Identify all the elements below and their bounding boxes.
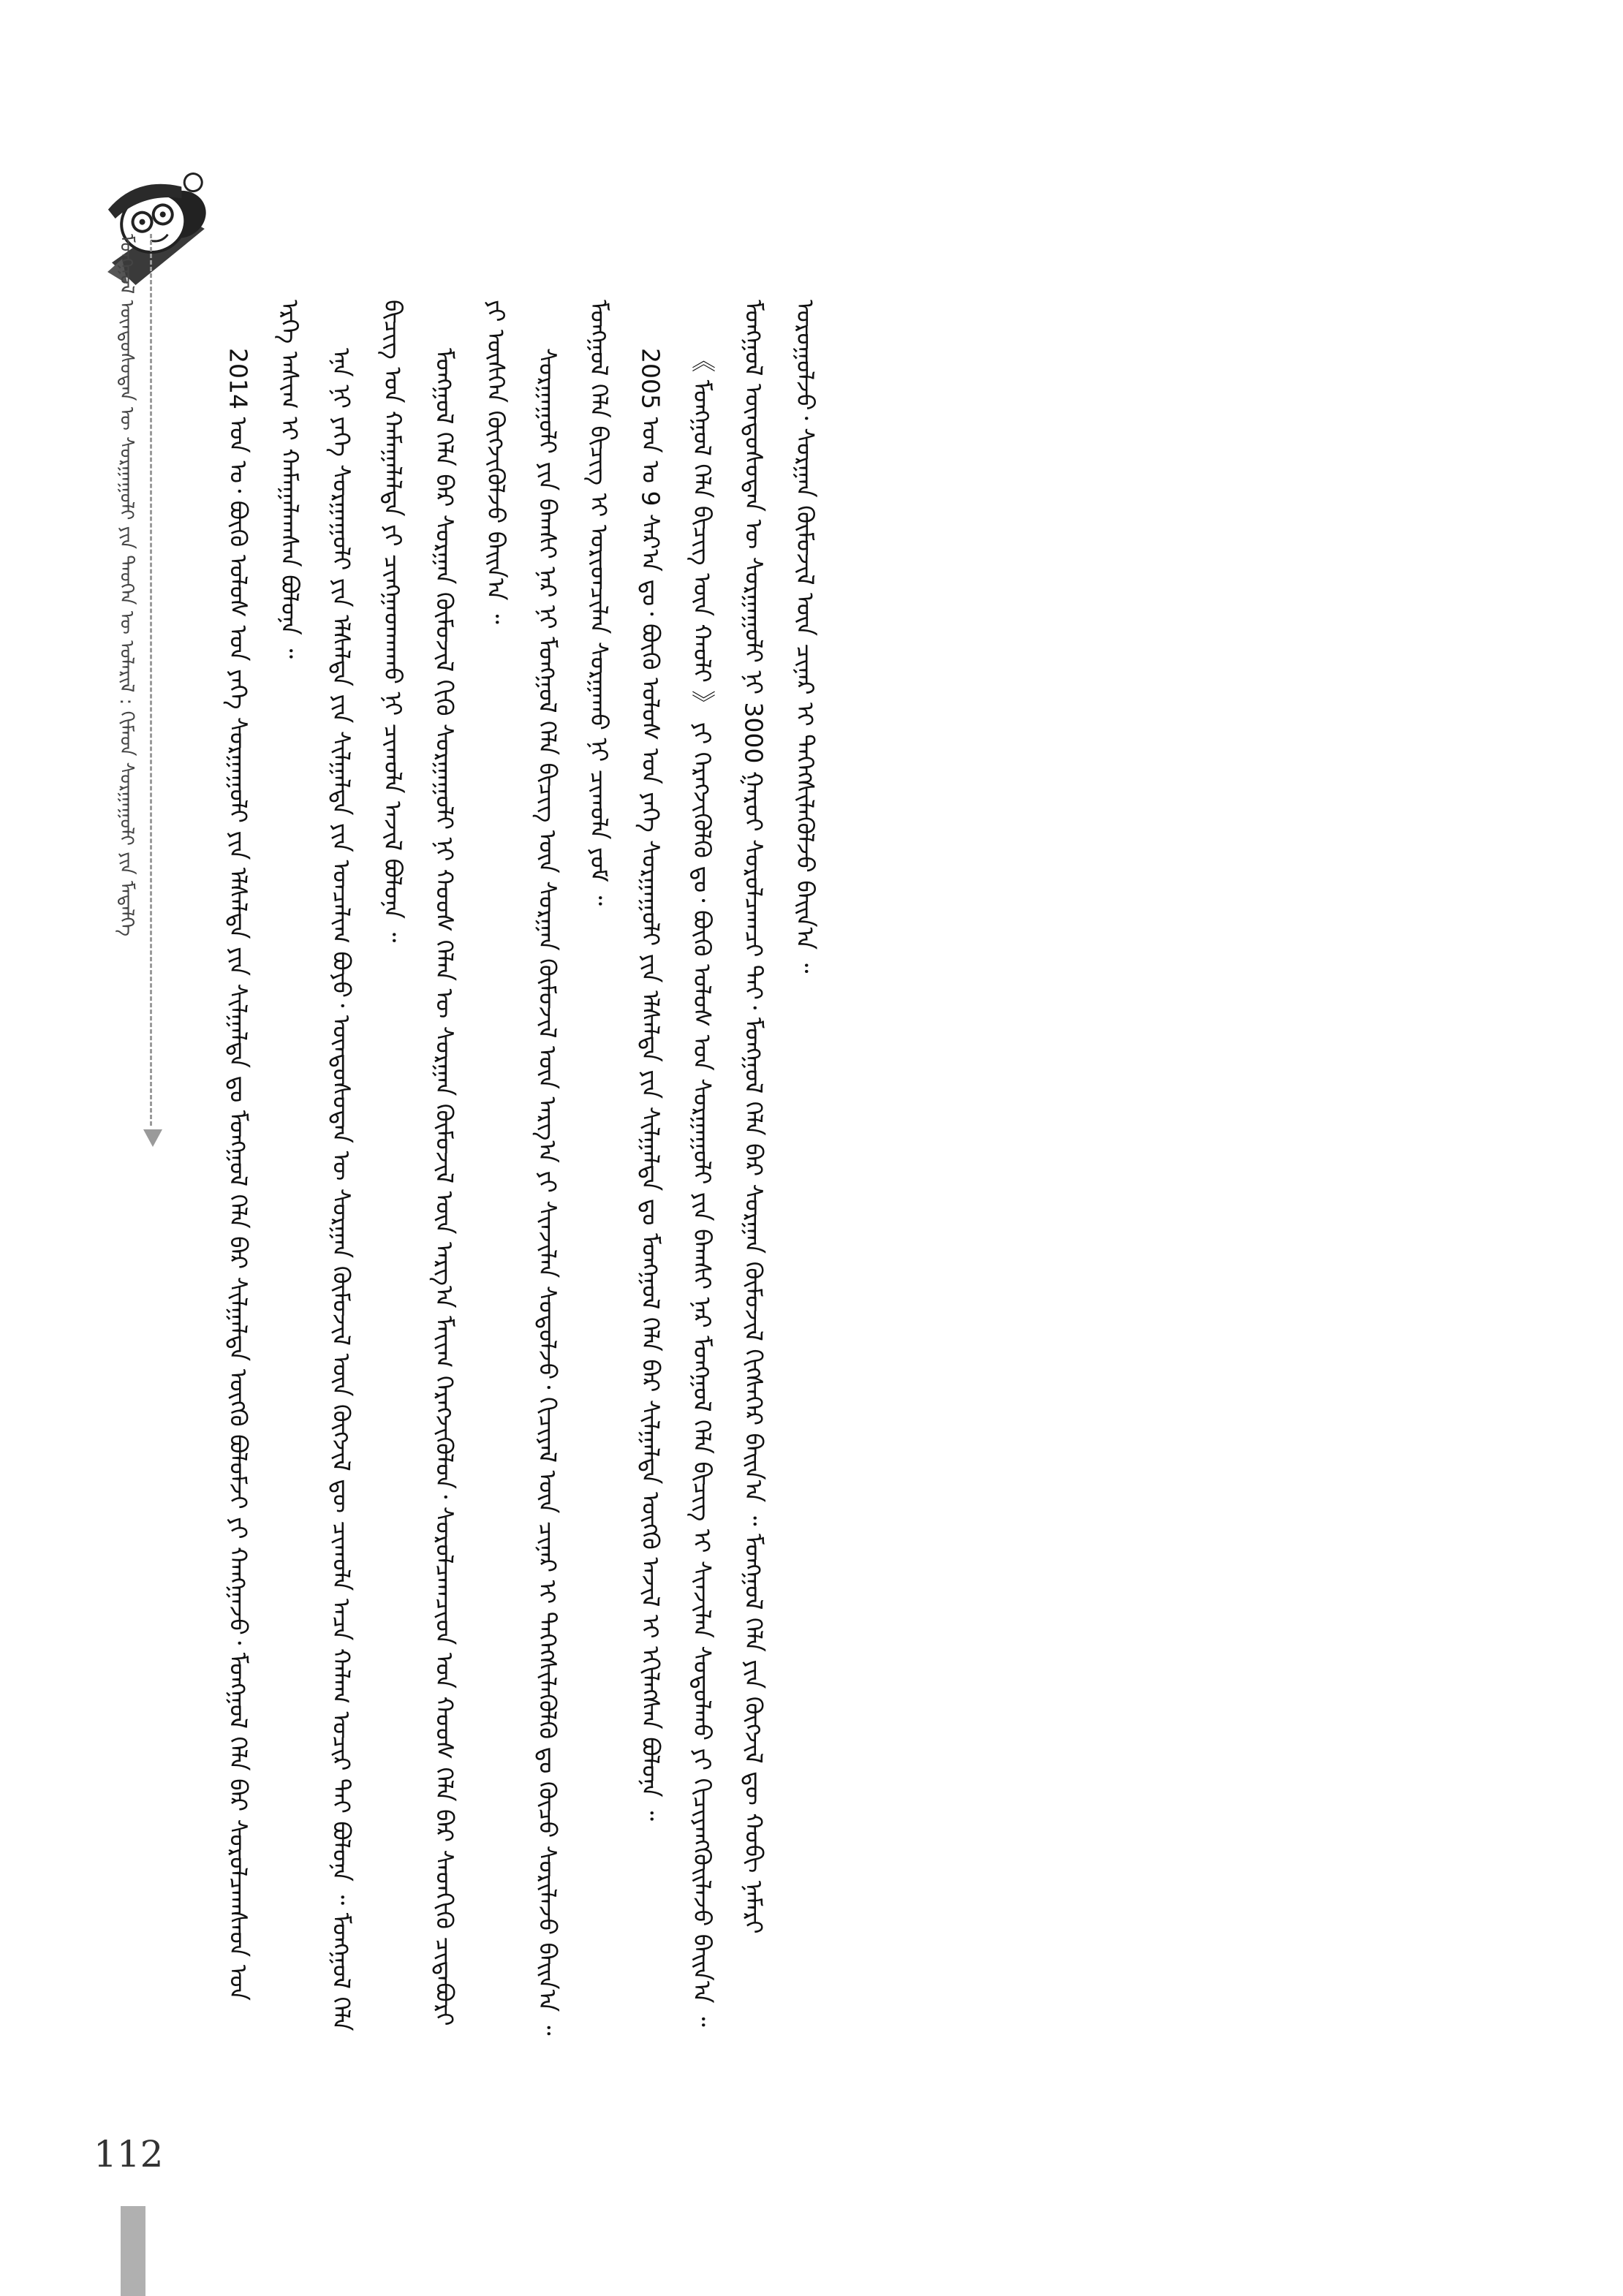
paragraph: ᠰᠤᠷᠭᠠᠭᠤᠯᠢ ᠶᠢᠨ ᠪᠠᠭᠰᠢ ᠨᠠᠷ ᠨᠢ ᠮᠣᠩᠭᠣᠯ ᠬᠡᠯᠡ ᠪᠢᠴᠢᠭ ᠦᠨ ᠰᠤᠷᠭᠠᠨ ᠬᠦᠮᠦᠵᠢᠯ ᠦᠨ ᠠᠷᠭ᠎ᠠ ᠶᠢ ᠰᠢᠨᠵᠢᠯᠡᠨ ᠰᠤᠳᠤᠯᠵᠤ᠂ ᠬᠢᠴᠢᠶᠡᠯ ᠦᠨ ᠴᠢᠨᠠᠷ ᠢ ᠳᠡᠭᠡᠭᠰᠢᠯᠡᠭᠦᠯᠬᠦ ᠳᠤ ᠬᠦᠴᠦ ᠰᠣᠷᠢᠯᠠᠵᠤ ᠪᠠᠢᠨ᠎ᠠ ᠃ ᠮᠣᠩᠭᠣᠯ ᠬᠡᠯᠡ ᠪᠢᠴᠢᠭ ᠢ ᠤᠷᠢᠳᠴᠢᠯᠠᠨ ᠰᠤᠷᠭᠠᠬᠤ ᠨᠢ ᠴᠢᠬᠤᠯᠠ ᠶᠤᠮ ᠃ (533, 300, 613, 2036)
paragraph: 2005 ᠣᠨ ᠤ 9 ᠰᠠᠷ᠎ᠠ ᠳᠤ᠂ ᠪᠦᠬᠦ ᠤᠯᠤᠰ ᠤᠨ ᠶᠡᠭᠡ ᠰᠤᠷᠭᠠᠭᠤᠯᠢ ᠶᠢᠨ ᠡᠯᠰᠡᠯᠲᠡ ᠶᠢᠨ ᠰᠢᠯᠭᠠᠯᠲᠠ ᠳᠤ ᠮᠣᠩᠭᠣᠯ ᠬᠡᠯᠡ ᠪᠡᠷ ᠰᠢᠯᠭᠠᠯᠲᠠ ᠥᠭᠬᠦ ᠠᠵᠢᠯ ᠢ ᠡᠬᠢᠯᠡᠭᠰᠡᠨ ᠪᠣᠯᠤᠨᠠ ᠃ (636, 348, 665, 1821)
paragraph: ᠮᠣᠩᠭᠣᠯ ᠬᠡᠯᠡ ᠪᠡᠷ ᠰᠤᠷᠭᠠᠨ ᠬᠦᠮᠦᠵᠢᠯ ᠬᠢᠬᠦ ᠰᠤᠷᠭᠠᠭᠤᠯᠢ ᠨᠢ ᠬᠣᠣᠰ ᠬᠡᠯᠡᠨ ᠦ ᠰᠤᠷᠭᠠᠨ ᠬᠦᠮᠦᠵᠢᠯ ᠦᠨ ᠠᠷᠭ᠎ᠠ ᠮᠠᠶ᠋ᠢᠭ ᠬᠡᠷᠡᠭᠵᠢᠭᠦᠯᠦᠨ᠂ ᠰᠤᠷᠤᠯᠴᠠᠭᠴᠢᠳ ᠤᠨ ᠬᠣᠣᠰ ᠬᠡᠯᠡ ᠪᠡᠷ ᠰᠡᠳᠬᠢᠬᠦ ᠴᠢᠳᠠᠪᠤᠷᠢ ᠶᠢ ᠥᠰᠬᠡᠨ ᠬᠥᠭᠵᠢᠭᠦᠯᠵᠦ ᠪᠠᠢᠨ᠎ᠠ ᠃ (430, 300, 510, 2026)
page-number: 112 (94, 2133, 164, 2175)
paragraph: ᠡᠨᠡ ᠨᠢ ᠶᠡᠭᠡ ᠰᠤᠷᠭᠠᠭᠤᠯᠢ ᠶᠢᠨ ᠡᠯᠰᠡᠯᠲᠡ ᠶᠢᠨ ᠰᠢᠯᠭᠠᠯᠲᠠ ᠶᠢᠨ ᠣᠨᠴᠠᠯᠢᠭ ᠪᠤᠶᠤ᠂ ᠦᠨᠳᠦᠰᠦᠲᠡᠨ ᠦ ᠰᠤᠷᠭᠠᠨ ᠬᠦᠮᠦᠵᠢᠯ ᠦᠨ ᠬᠥᠭᠵᠢᠯ ᠳᠦ ᠴᠢᠬᠤᠯᠠ ᠠᠴᠠ ᠬᠠᠯᠠᠭ ᠤᠴᠢᠷ ᠲᠠᠢ ᠪᠣᠯᠤᠨᠠ ᠃ ᠮᠣᠩᠭᠣᠯ ᠬᠡᠯᠡ ᠪᠢᠴᠢᠭ ᠤᠨ ᠬᠠᠮᠠᠭᠠᠯᠠᠯᠲᠠ ᠶᠢ ᠴᠢᠩᠭᠠᠳᠬᠠᠬᠤ ᠨᠢ ᠴᠢᠬᠤᠯᠠ ᠠᠵᠢᠯ ᠪᠣᠯᠤᠨᠠ ᠃ (327, 300, 407, 2031)
paragraph: 《 ᠮᠣᠩᠭᠣᠯ ᠬᠡᠯᠡ ᠪᠢᠴᠢᠭ ᠦᠨ ᠬᠠᠤᠯᠢ 》 ᠶᠢ ᠬᠡᠷᠡᠭᠵᠢᠭᠦᠯᠬᠦ ᠳᠤ᠂ ᠪᠦᠬᠦ ᠤᠯᠤᠰ ᠤᠨ ᠰᠤᠷᠭᠠᠭᠤᠯᠢ ᠶᠢᠨ ᠪᠠᠭᠰᠢ ᠨᠠᠷ ᠮᠣᠩᠭᠣᠯ ᠬᠡᠯᠡ ᠪᠢᠴᠢᠭ ᠢ ᠰᠢᠨᠵᠢᠯᠡᠨ ᠰᠤᠳᠤᠯᠬᠤ ᠶᠢ ᠬᠢᠴᠢᠶᠡᠩᠭᠦᠢᠯᠡᠵᠦ ᠪᠠᠢᠨ᠎ᠠ ᠃ ᠮᠣᠩᠭᠣᠯ ᠦᠨᠳᠦᠰᠦᠲᠡᠨ ᠦ ᠰᠤᠷᠭᠠᠭᠤᠯᠢ ᠨᠢ 3000 ᠭᠠᠷᠤᠢ ᠰᠤᠷᠤᠯᠴᠠᠭᠴᠢ ᠲᠠᠢ᠂ ᠮᠣᠩᠭᠣᠯ ᠬᠡᠯᠡ ᠪᠡᠷ ᠰᠤᠷᠭᠠᠨ ᠬᠦᠮᠦᠵᠢᠯ ᠬᠢᠭᠰᠡᠭᠡᠷ ᠪᠠᠢᠨ᠎ᠠ ᠃ ᠮᠣᠩᠭᠣᠯ ᠬᠡᠯᠡ ᠶᠢᠨ ᠬᠥᠭᠵᠢᠯ ᠳᠦ ᠬᠤᠪᠢ ᠨᠡᠮᠡᠷᠢ ᠣᠷᠣᠭᠤᠯᠵᠤ᠂ ᠰᠤᠷᠭᠠᠨ ᠬᠦᠮᠦᠵᠢᠯ ᠦᠨ ᠴᠢᠨᠠᠷ ᠢ ᠳᠡᠭᠡᠭᠰᠢᠯᠡᠭᠦᠯᠵᠦ ᠪᠠᠢᠨ᠎ᠠ ᠃ (688, 300, 820, 2027)
dashed-divider (150, 234, 152, 1126)
running-head: ᠮᠣᠩᠭᠣᠯ ᠦᠨᠳᠦᠰᠦᠲᠡᠨ ᠦ ᠰᠤᠷᠭᠠᠭᠤᠯᠢ ᠶᠢᠨ ᠲᠡᠦᠬᠡᠨ ᠦ ᠤᠯᠠᠷᠢᠯ : ᠬᠢᠮᠠᠳ ᠰᠤᠷᠭᠠᠭᠤᠯᠢ ᠶᠢᠨ ᠮᠡᠳᠡᠯᠭᠡ (116, 234, 137, 937)
boy-with-glasses-illustration (67, 139, 221, 285)
page-edge-bar (121, 2206, 145, 2296)
paragraph: 2014 ᠣᠨ ᠤ᠂ ᠪᠦᠬᠦ ᠤᠯᠤᠰ ᠤᠨ ᠶᠡᠭᠡ ᠰᠤᠷᠭᠠᠭᠤᠯᠢ ᠶᠢᠨ ᠡᠯᠰᠡᠯᠲᠡ ᠶᠢᠨ ᠰᠢᠯᠭᠠᠯᠲᠠ ᠳᠤ ᠮᠣᠩᠭᠣᠯ ᠬᠡᠯᠡ ᠪᠡᠷ ᠰᠢᠯᠭᠠᠯᠲᠠ ᠥᠭᠬᠦ ᠪᠣᠯᠤᠮᠵᠢ ᠶᠢ ᠬᠠᠩᠭᠠᠵᠤ᠂ ᠮᠣᠩᠭᠣᠯ ᠬᠡᠯᠡ ᠪᠡᠷ ᠰᠤᠷᠤᠯᠴᠠᠭᠰᠠᠳ ᠤᠨ ᠡᠷᠬᠡ ᠠᠰᠢᠭ ᠢ ᠬᠠᠮᠠᠭᠠᠯᠠᠭᠰᠠᠨ ᠪᠣᠯᠤᠨᠠ ᠃ (224, 300, 304, 2001)
triangle-arrow-icon (143, 1129, 162, 1147)
body-text (212, 300, 1433, 2039)
